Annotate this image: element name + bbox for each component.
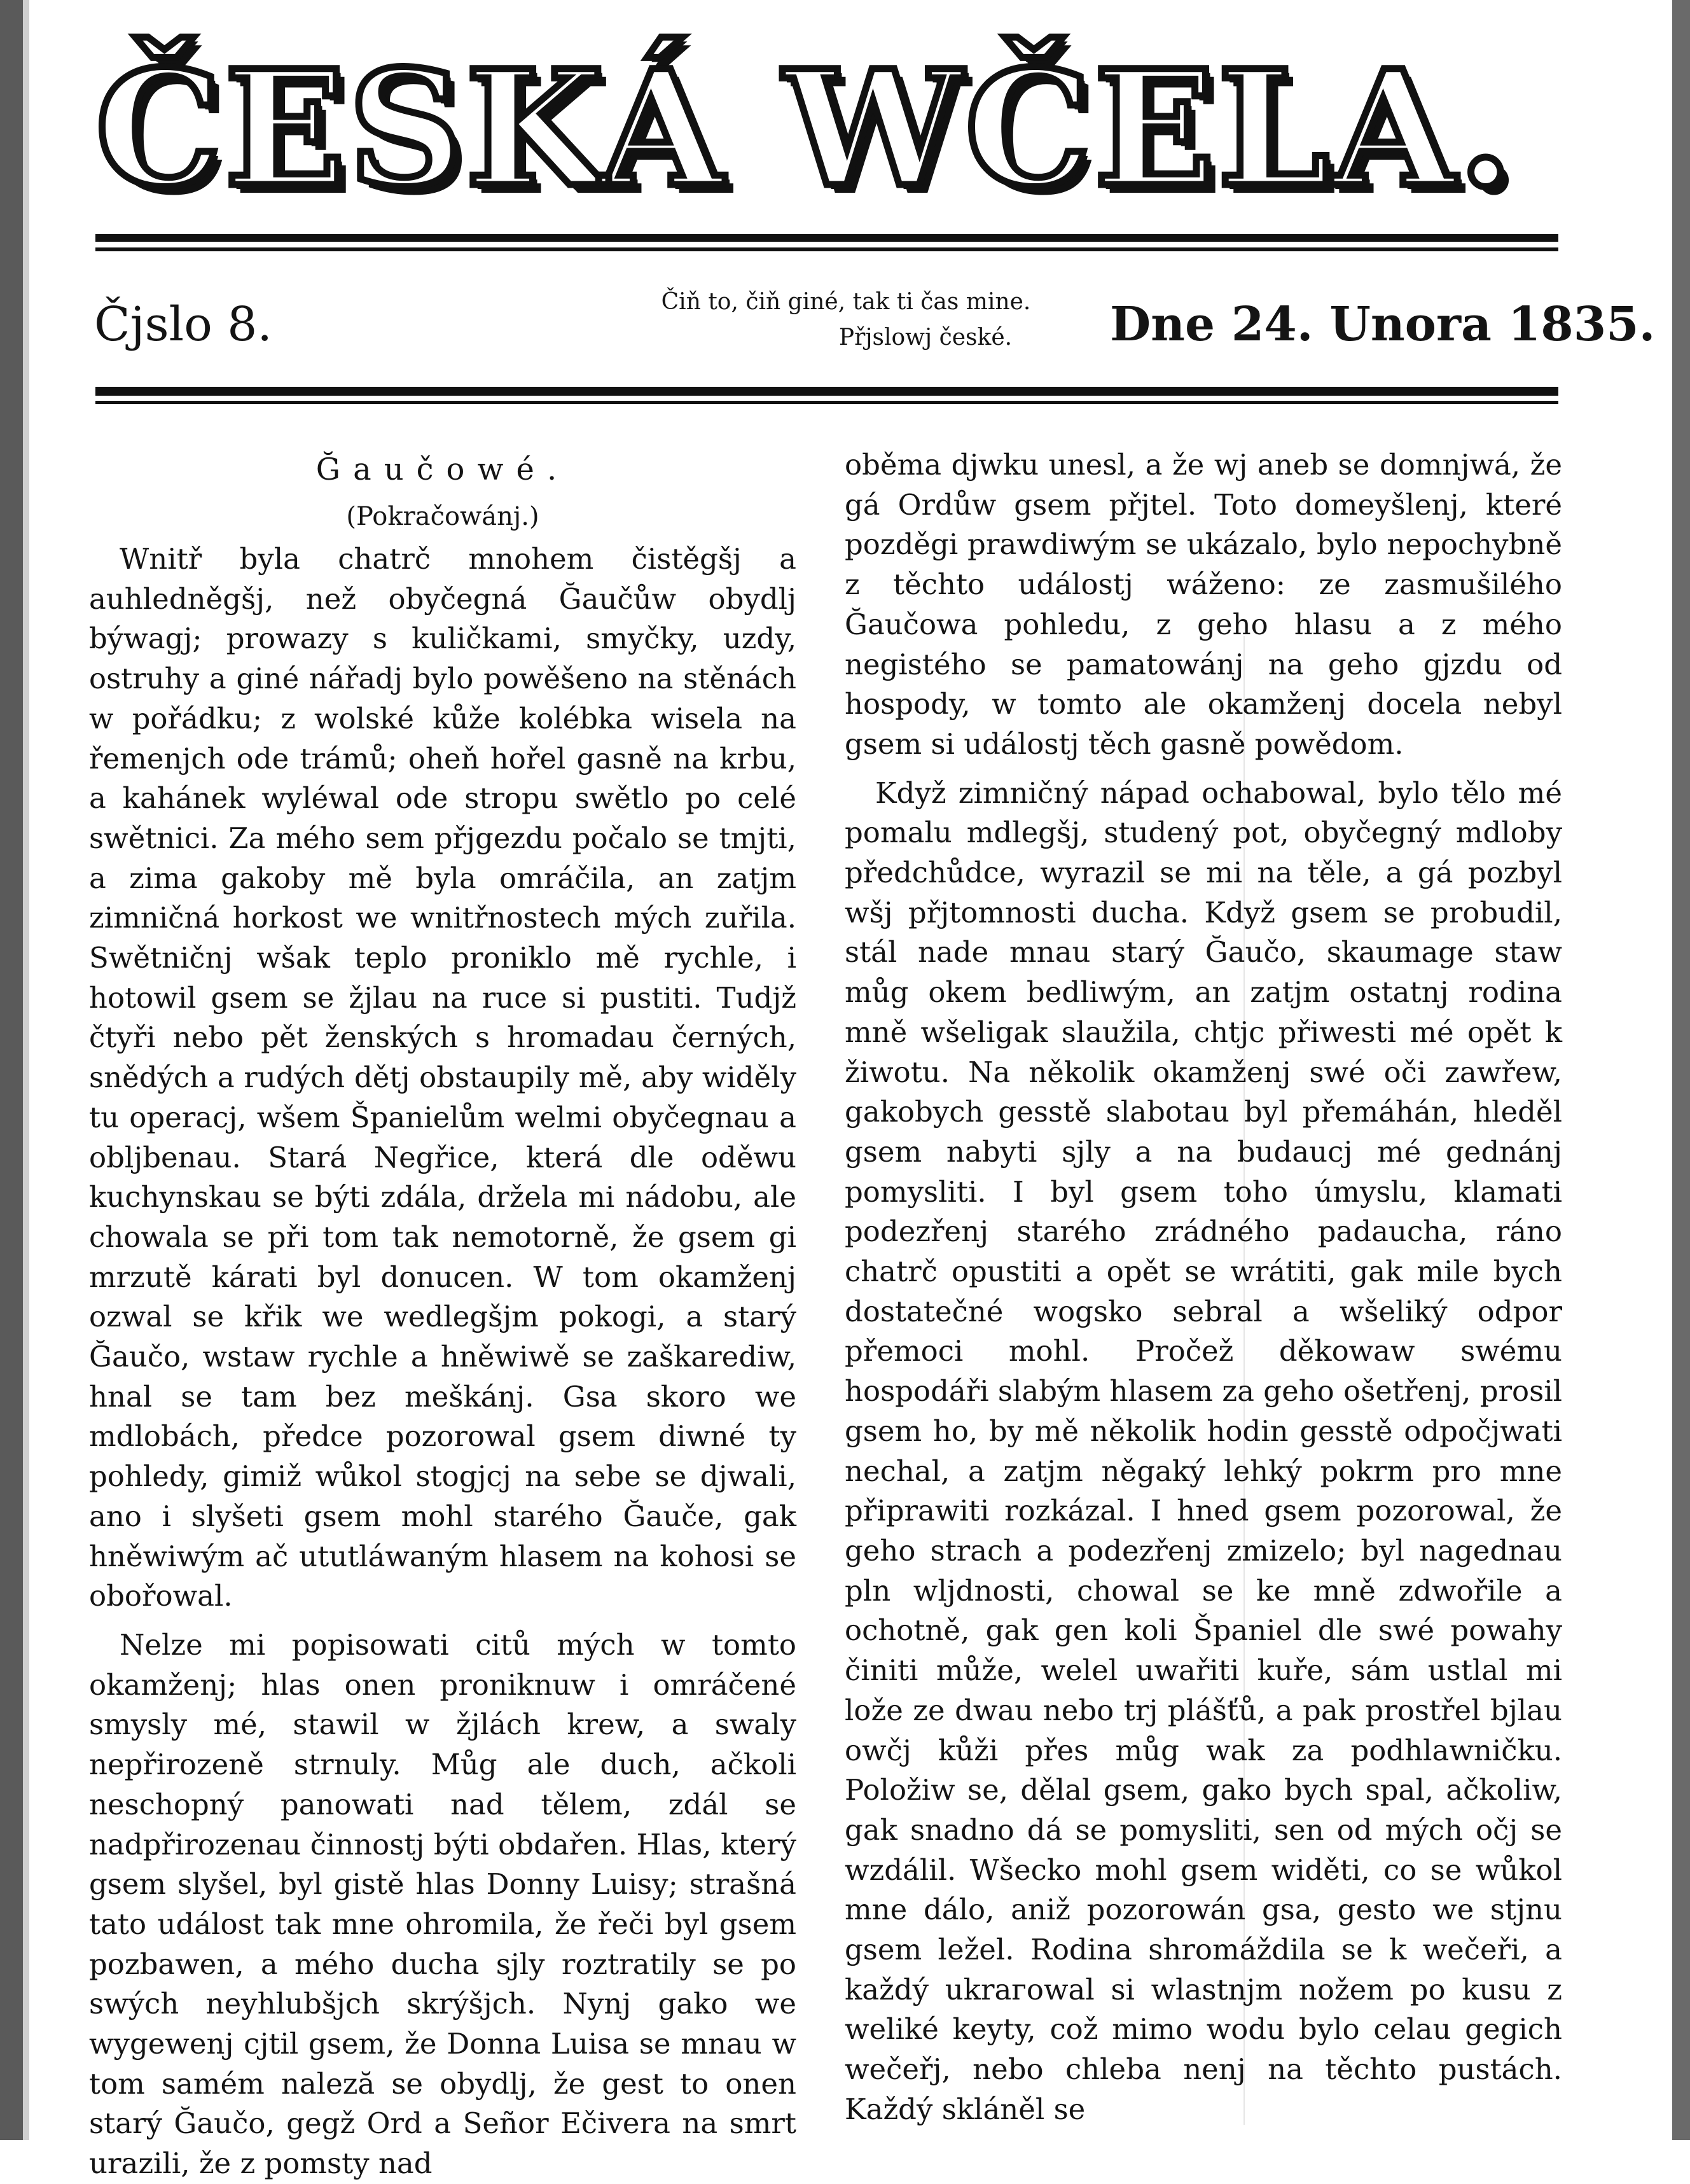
article-subtitle: (Pokračowánj.) — [346, 502, 539, 531]
issue-date: Dne 24. Unora 1835. — [1110, 297, 1656, 352]
motto-text: Čiň to, čiň giné, tak ti čas mine. — [661, 289, 1031, 315]
motto-source: Přjslowj české. — [838, 324, 1013, 351]
issue-number: Čjslo 8. — [94, 297, 272, 352]
masthead-rule-bottom — [95, 247, 1558, 251]
masthead-title: ČESKÁ WČELA. — [95, 35, 1516, 222]
article-column-right — [845, 445, 1562, 2130]
scan-right-border — [1672, 0, 1690, 2140]
scan-left-border — [0, 0, 23, 2140]
article-paragraph: Když zimničný nápad ochabowal, bylo tělo mé pomalu mdlegšj, studený pot, obyčegný mdloby předchůdce, wyrazil se mi na těle, a gá pozbyl wšj přjtomnosti ducha. Když gsem se probudil, stál nade mnau starý Ğaučo, skaumage staw můg okem bedliwým, an zatjm ostatnj rodina mně wšeligak slaužila, chtjc přiwesti mé opět k žiwotu. Na několik okamženj swé oči zawřew, gakobych gesstě slabotau byl přemáhán, hleděl gsem nabyti sjly a na budaucj mé gednánj pomysliti. I byl gsem toho úmyslu, klamati podezřenj starého zrádného padaucha, ráno chatrč opustiti a opět se wrátiti, gak mile bych dostatečné wogsko sebral a wšeliký odpor přemoci mohl. Pročež děkowaw swému hospodáři slabým hlasem za geho ošetřenj, prosil gsem ho, by mě několik hodin gesstě odpočjwati nechal, a zatjm něgaký lehký pokrm pro mne připrawiti rozkázal. I hned gsem pozorowal, že geho strach a podezřenj zmizelo; byl nagednau pln wljdnosti, chowal se ke mně zdwořile a ochotně, gak gen koli Španiel dle swé powahy činiti může, welel uwařiti kuře, sám ustlal mi lože ze dwau nebo trj plášťů, a pak prostřel bjlau owčj kůži přes můg wak za podhlawničku. Položiw se, dělal gsem, gako bych spal, ačkoliw, gak snadno dá se pomysliti, sen od mých očj se wzdálil. Wšecko mohl gsem widěti, co se wůkol mne dálo, aniž pozorowán gsa, gesto we stjnu gsem ležel. Rodina shromáždila se k wečeři, a každý ukrагowal si wlastnjm nožem po kusu z weliké keyty, což mimo wodu bylo celau gegich wečeřj, nebo chleba nenj na těchto pustách. Každý skláněl se — [845, 776, 1562, 2126]
article-paragraph: Nelze mi popisowati citů mých w tomto okamženj; hlas onen proniknuw i omráčené smysly mé, stawil w žjlách krew, a swaly nepřirozeně strnuly. Můg ale duch, ačkoli neschopný panowati nad tělem, zdál se nadpřirozenau činnostj býti obdařen. Hlas, který gsem slyšel, byl gistě hlas Donny Luisy; strašná tato událost tak mne ohromila, že řeči byl gsem pozbawen, a mého ducha sjly roztratily se po swých neyhlubšjch skrýšjch. Nynj gako we wygewenj cjtil gsem, že Donna Luisa se mnau w tom samém naleză se obydlj, že gest to onen starý Ğaučo, gegž Ord a Señor Ečivera na smrt urazili, že z pomsty nad — [89, 1627, 796, 2181]
article-column-left — [89, 445, 796, 2184]
header-rule-top — [95, 387, 1558, 396]
masthead-rule-top — [95, 234, 1558, 242]
scan-left-border-shade — [23, 0, 29, 2140]
motto — [611, 284, 1081, 361]
header-rule-bottom — [95, 401, 1558, 404]
article-title: Ğaučowé. — [315, 452, 570, 487]
article-paragraph: Wnitř byla chatrč mnohem čistěgšj a auhledněgšj, než obyčegná Ğaučůw obydlj býwagj; prowazy s kuličkami, smyčky, uzdy, ostruhy a giné nářadj bylo powěšeno na stěnách w pořádku; z wolské kůže kolébka wisela na řemenjch ode trámů; oheň hořel gasně na krbu, a kahánek wyléwal ode stropu swětlo po celé swětnici. Za mého sem přjgezdu počalo se tmjti, a zima gakoby mě byla omráčila, an zatjm zimničná horkost we wnitřnostech mých zuřila. Swětničnj wšak teplo proniklo mě rychle, i hotowil gsem se žjlau na ruce si pustiti. Tudjž čtyři nebo pět ženských s hromadau černých, snědých a rudých dětj obstaupily mě, aby widěly tu operacj, wšem Španielům welmi obyčegnau a oblјbenau. Stará Negřice, která dle oděwu kuchynskau se býti zdála, držela mi nádobu, ale chowala se při tom tak nemotorně, že gsem gi mrzutě kárati byl donucen. W tom okamženj ozwal se křik we wedlegšjm pokogi, a starý Ğaučo, wstaw rychle a hněwiwě se zaškarediw, hnal se tam bez meškánj. Gsa skoro we mdlobách, předce pozorowal gsem diwné ty pohledy, gimiž wůkol stogjcj na sebe se djwali, ano i slyšeti gsem mohl starého Ğauče, gak hněwiwým ač ututláwaným hlasem na kohosi se obořowal. — [89, 542, 796, 1613]
article-paragraph: oběma djwku unesl, a že wj aneb se domnjwá, že gá Ordůw gsem přjtel. Toto domeyšlenj, které pozděgi prawdiwým se ukázalo, bylo nepochybně z těchto událostj wáženo: ze zasmušilého Ğaučowa pohledu, z geho hlasu a z mého negistého se pamatowánj na geho gjzdu od hospody, w tomto ale okamženj docela nebyl gsem si událostj těch gasně powědom. — [845, 448, 1562, 761]
